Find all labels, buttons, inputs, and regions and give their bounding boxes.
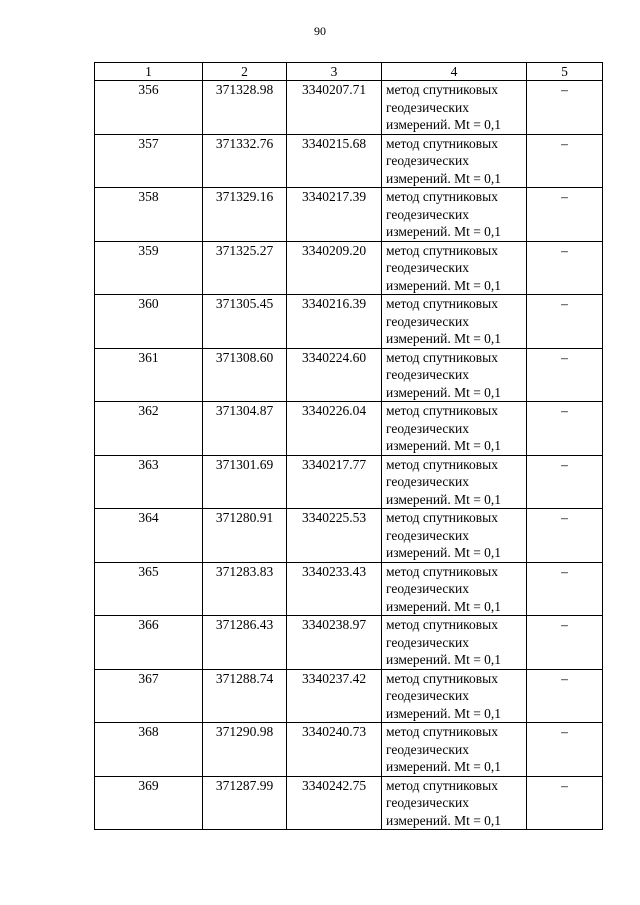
method-line-1: метод спутниковых [386,135,498,151]
method-line-1: метод спутниковых [386,189,498,204]
point-number-cell: 369 [95,776,203,830]
method-cell [382,134,527,188]
x-coordinate-cell: 371287.99 [203,776,287,830]
method-line-3: измерений. Mt = 0,1 [386,759,502,774]
method-cell [382,616,527,670]
point-number-cell: 363 [95,455,203,509]
point-number-cell: 359 [95,241,203,295]
method-cell [382,509,527,563]
method-line-2: геодезических [386,581,469,596]
note-cell: – [527,562,603,616]
note-cell: – [527,295,603,349]
method-cell [382,669,527,723]
method-line-1: метод спутниковых [386,349,498,365]
method-line-3: измерений. Mt = 0,1 [386,224,502,239]
x-coordinate-cell: 371283.83 [203,562,287,616]
x-coordinate-cell: 371304.87 [203,402,287,456]
method-line-1: метод спутниковых [386,724,498,739]
x-coordinate-cell: 371325.27 [203,241,287,295]
method-cell [382,348,527,402]
y-coordinate-cell: 3340238.97 [287,616,382,670]
y-coordinate-cell: 3340224.60 [287,348,382,402]
y-coordinate-cell: 3340207.71 [287,81,382,135]
x-coordinate-cell: 371305.45 [203,295,287,349]
table-header-row [95,63,603,81]
method-line-2: геодезических [386,313,469,329]
method-line-1: метод спутниковых [386,563,498,579]
note-cell: – [527,455,603,509]
table-row [95,776,603,830]
note-cell: – [527,188,603,242]
table-row [95,669,603,723]
method-line-2: геодезических [386,99,469,115]
point-number-cell: 358 [95,188,203,242]
point-number-cell: 360 [95,295,203,349]
method-line-2: геодезических [386,474,469,489]
table-row [95,241,603,295]
method-line-3: измерений. Mt = 0,1 [386,277,502,293]
method-line-2: геодезических [386,420,469,436]
method-line-2: геодезических [386,206,469,222]
table-row [95,562,603,616]
column-header: 4 [382,63,527,81]
method-line-2: геодезических [386,153,469,168]
method-line-3: измерений. Mt = 0,1 [386,438,502,453]
method-line-2: геодезических [386,367,469,382]
x-coordinate-cell: 371280.91 [203,509,287,563]
point-number-cell: 362 [95,402,203,456]
method-line-3: измерений. Mt = 0,1 [386,331,502,346]
table-row [95,723,603,777]
y-coordinate-cell: 3340217.39 [287,188,382,242]
method-line-1: метод спутниковых [386,777,498,793]
table-row [95,348,603,402]
x-coordinate-cell: 371308.60 [203,348,287,402]
y-coordinate-cell: 3340226.04 [287,402,382,456]
table-row [95,616,603,670]
y-coordinate-cell: 3340216.39 [287,295,382,349]
method-line-2: геодезических [386,634,469,650]
method-line-3: измерений. Mt = 0,1 [386,384,502,400]
method-line-2: геодезических [386,688,469,703]
method-line-1: метод спутниковых [386,510,498,525]
table-row [95,455,603,509]
column-header: 1 [95,63,203,81]
method-line-1: метод спутниковых [386,296,498,311]
x-coordinate-cell: 371290.98 [203,723,287,777]
point-number-cell: 366 [95,616,203,670]
method-line-3: измерений. Mt = 0,1 [386,598,502,614]
note-cell: – [527,509,603,563]
method-line-1: метод спутниковых [386,456,498,472]
note-cell: – [527,134,603,188]
x-coordinate-cell: 371301.69 [203,455,287,509]
table-row [95,402,603,456]
column-header: 2 [203,63,287,81]
point-number-cell: 368 [95,723,203,777]
method-cell [382,241,527,295]
note-cell: – [527,776,603,830]
point-number-cell: 356 [95,81,203,135]
method-line-1: метод спутниковых [386,82,498,97]
point-number-cell: 361 [95,348,203,402]
y-coordinate-cell: 3340209.20 [287,241,382,295]
y-coordinate-cell: 3340215.68 [287,134,382,188]
method-line-2: геодезических [386,741,469,757]
method-cell [382,81,527,135]
method-line-3: измерений. Mt = 0,1 [386,812,502,828]
table-row [95,188,603,242]
method-line-3: измерений. Mt = 0,1 [386,652,502,667]
table-row [95,134,603,188]
method-line-3: измерений. Mt = 0,1 [386,117,502,132]
point-number-cell: 364 [95,509,203,563]
column-header: 5 [527,63,603,81]
table-row [95,295,603,349]
method-cell [382,723,527,777]
note-cell: – [527,669,603,723]
method-line-3: измерений. Mt = 0,1 [386,545,502,560]
coordinates-table [94,62,603,830]
method-line-2: геодезических [386,795,469,810]
method-line-1: метод спутниковых [386,617,498,632]
note-cell: – [527,402,603,456]
method-cell [382,562,527,616]
y-coordinate-cell: 3340242.75 [287,776,382,830]
note-cell: – [527,241,603,295]
point-number-cell: 365 [95,562,203,616]
table-row [95,509,603,563]
method-cell [382,402,527,456]
method-cell [382,776,527,830]
column-header: 3 [287,63,382,81]
point-number-cell: 357 [95,134,203,188]
note-cell: – [527,616,603,670]
x-coordinate-cell: 371329.16 [203,188,287,242]
method-cell [382,295,527,349]
table-row [95,81,603,135]
x-coordinate-cell: 371332.76 [203,134,287,188]
point-number-cell: 367 [95,669,203,723]
method-line-2: геодезических [386,527,469,543]
method-line-1: метод спутниковых [386,242,498,258]
method-line-3: измерений. Mt = 0,1 [386,705,502,721]
y-coordinate-cell: 3340217.77 [287,455,382,509]
method-cell [382,455,527,509]
x-coordinate-cell: 371328.98 [203,81,287,135]
method-line-1: метод спутниковых [386,403,498,418]
method-line-2: геодезических [386,260,469,275]
y-coordinate-cell: 3340240.73 [287,723,382,777]
y-coordinate-cell: 3340233.43 [287,562,382,616]
method-cell [382,188,527,242]
method-line-3: измерений. Mt = 0,1 [386,170,502,186]
y-coordinate-cell: 3340237.42 [287,669,382,723]
note-cell: – [527,81,603,135]
note-cell: – [527,723,603,777]
note-cell: – [527,348,603,402]
x-coordinate-cell: 371286.43 [203,616,287,670]
method-line-3: измерений. Mt = 0,1 [386,491,502,507]
y-coordinate-cell: 3340225.53 [287,509,382,563]
page-number: 90 [314,24,326,38]
x-coordinate-cell: 371288.74 [203,669,287,723]
method-line-1: метод спутниковых [386,670,498,686]
